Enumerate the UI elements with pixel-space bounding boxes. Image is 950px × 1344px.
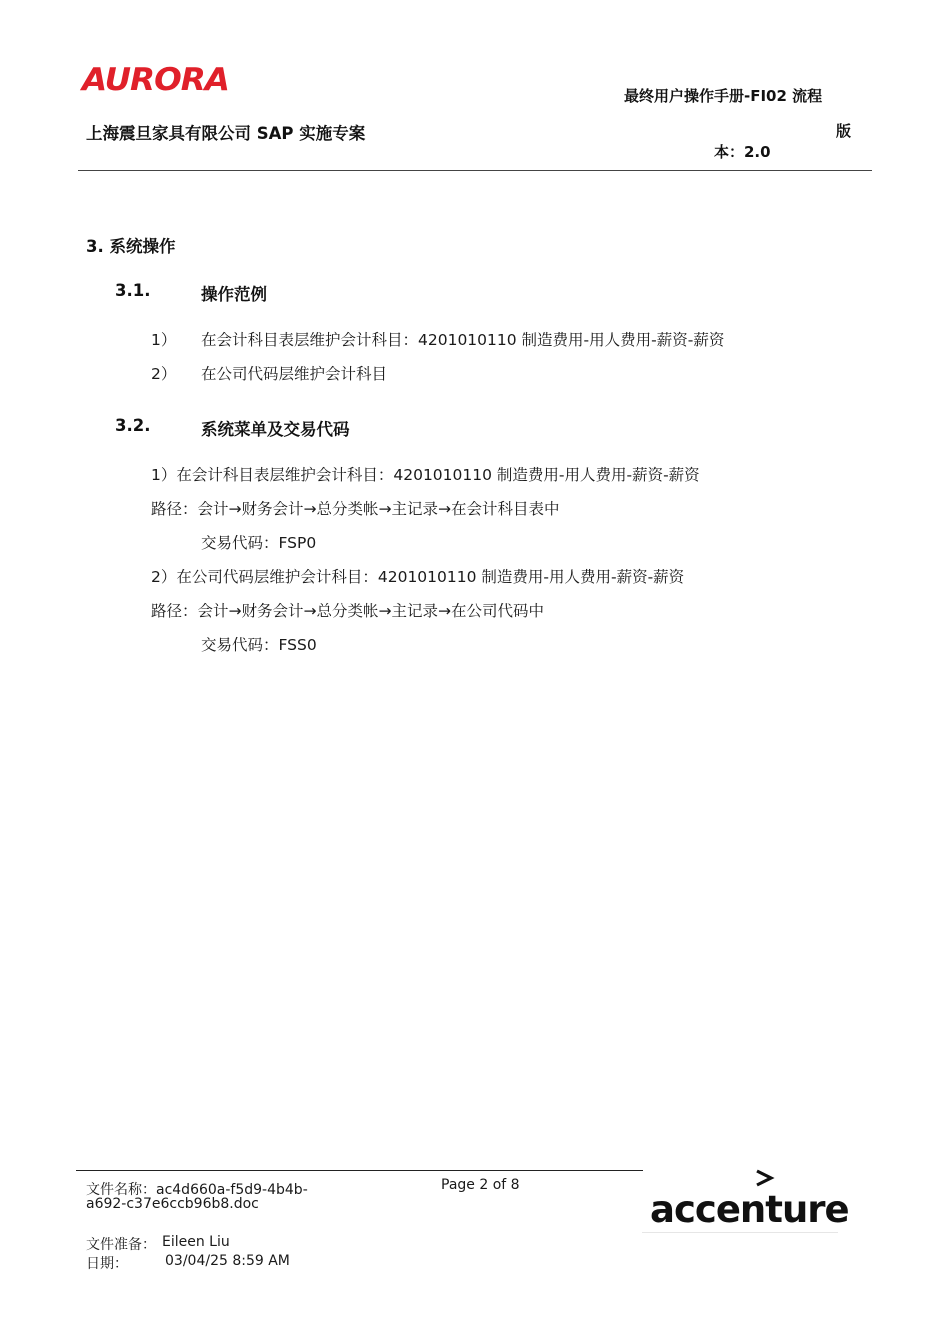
version-label: 本：2.0 [714,143,771,161]
subsection-title: 操作范例 [201,285,267,304]
footer-date: 03/04/25 8:59 AM [165,1253,290,1269]
transaction-code: 交易代码：FSS0 [201,636,317,654]
company-project-title: 上海震旦家具有限公司 SAP 实施专案 [86,124,366,143]
footer-prepared-by: Eileen Liu [162,1234,230,1250]
footer-divider [76,1170,643,1171]
menu-step-heading: 2）在公司代码层维护会计科目：4201010110 制造费用-用人费用-薪资-薪资 [151,568,685,586]
list-item-number: 1） [151,331,177,349]
list-item: 在公司代码层维护会计科目 [201,365,388,383]
menu-step-heading: 1）在会计科目表层维护会计科目：4201010110 制造费用-用人费用-薪资-薪资 [151,466,700,484]
accenture-chevron-icon [754,1168,776,1188]
manual-title: 最终用户操作手册-FI02 流程 [624,87,823,105]
footer-prepared-label: 文件准备： [86,1237,156,1253]
subsection-title: 系统菜单及交易代码 [201,420,350,439]
list-item: 在会计科目表层维护会计科目：4201010110 制造费用-用人费用-薪资-薪资 [201,331,725,349]
transaction-code: 交易代码：FSP0 [201,534,317,552]
menu-path: 路径：会计→财务会计→总分类帐→主记录→在会计科目表中 [151,500,560,518]
aurora-logo: AURORA [82,62,229,98]
accenture-logo: accenture [650,1188,849,1231]
footer-filename: 文件名称：ac4d660a-f5d9-4b4b- [86,1182,308,1198]
footer-filename-cont: a692-c37e6ccb96b8.doc [86,1196,259,1212]
menu-path: 路径：会计→财务会计→总分类帐→主记录→在公司代码中 [151,602,544,620]
list-item-number: 2） [151,365,177,383]
footer-date-label: 日期： [86,1256,128,1272]
logo-underline [642,1232,838,1233]
subsection-number: 3.2. [115,416,151,435]
header-divider [78,170,872,171]
section-heading: 3. 系统操作 [86,237,176,256]
subsection-number: 3.1. [115,281,151,300]
version-label-part1: 版 [836,122,852,140]
page-number: Page 2 of 8 [441,1177,520,1193]
